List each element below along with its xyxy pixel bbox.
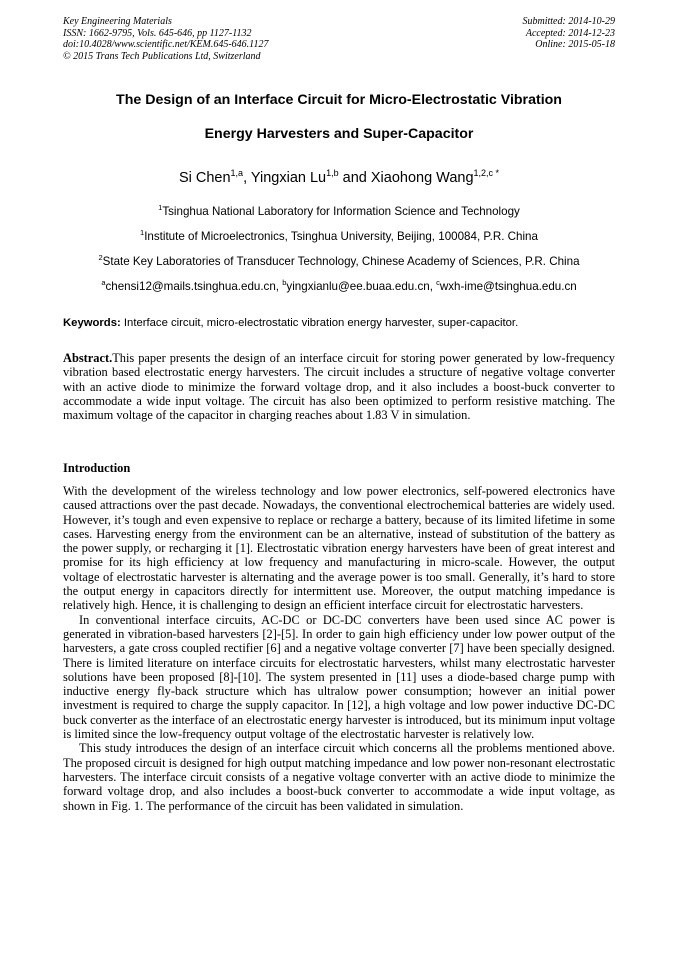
affiliation-text: Tsinghua National Laboratory for Information Science and Technology bbox=[162, 204, 520, 218]
email-marker: a bbox=[101, 278, 106, 287]
abstract bbox=[63, 351, 615, 422]
email-marker: b bbox=[282, 278, 287, 287]
author-affiliation-marker: 1,b bbox=[326, 168, 339, 178]
dates-header bbox=[523, 16, 616, 51]
journal-name: Key Engineering Materials bbox=[63, 16, 172, 27]
paper-title-line-2: Energy Harvesters and Super-Capacitor bbox=[204, 126, 474, 142]
affiliation bbox=[20, 203, 658, 218]
abstract-label: Abstract. bbox=[63, 351, 113, 365]
affiliation bbox=[20, 228, 658, 243]
online-date: Online: 2015-05-18 bbox=[535, 39, 615, 50]
author-separator: and bbox=[338, 169, 371, 186]
keywords-text: Interface circuit, micro-electrostatic vibration energy harvester, super-capacitor. bbox=[120, 317, 519, 329]
affiliation-text: State Key Laboratories of Transducer Technology, Chinese Academy of Sciences, P.R. China bbox=[102, 254, 580, 268]
keywords-label: Keywords: bbox=[63, 317, 121, 329]
introduction-body bbox=[63, 484, 615, 813]
email-marker: c bbox=[436, 278, 440, 287]
email-list bbox=[20, 278, 658, 293]
affiliation-marker: 1 bbox=[140, 228, 145, 237]
submitted-date: Submitted: 2014-10-29 bbox=[522, 16, 615, 27]
author-separator: , bbox=[243, 169, 251, 186]
author-list bbox=[30, 168, 648, 186]
email-address: chensi12@mails.tsinghua.edu.cn, bbox=[105, 279, 283, 293]
author-name: Yingxian Lu bbox=[250, 169, 327, 186]
author-affiliation-marker: 1,2,c * bbox=[473, 168, 500, 178]
email-address: wxh-ime@tsinghua.edu.cn bbox=[439, 279, 577, 293]
abstract-text: This paper presents the design of an interface circuit for storing power generated by low-frequency vibration based electrostatic energy harvesters. The circuit includes a structure of negative voltage converter with an active diode to minimize the forward voltage drop, and it also includes a boost-buck converter to accommodate a wide input voltage. The circuit has also been optimized to perform resistive matching. The maximum voltage of the capacitor in charging reaches about 1.83 V in simulation. bbox=[63, 351, 615, 423]
paragraph: With the development of the wireless technology and low power electronics, self-powered electronics have caused attractions over the past decade. Nowadays, the conventional electrochemical batteries are widely used. However, it’s tough and even expensive to replace or recharge a battery, because of its limited lifetime in some cases. Harvesting energy from the environment can be an alternative, instead of substitution of the battery as the power supply, or recharging it [1]. Electrostatic vibration energy harvesters have been of great interest and promise for its high efficiency at low frequency and manufacturing in micro-scale. However, the output voltage of electrostatic harvester is alternating and the average power is too small. Generally, it’s hard to store the output energy in capacitors directly for intermittent use. Moreover, the output matching impedance is relatively high. Hence, it is challenging to design an efficient interface circuit for electrostatic harvesters. bbox=[63, 484, 615, 613]
journal-header bbox=[63, 16, 268, 62]
keywords bbox=[63, 317, 623, 329]
affiliation bbox=[20, 253, 658, 268]
affiliation-marker: 2 bbox=[98, 253, 103, 262]
section-heading-introduction: Introduction bbox=[63, 461, 131, 475]
paper-title-line-1: The Design of an Interface Circuit for Micro-Electrostatic Vibration bbox=[116, 92, 562, 108]
email-address: yingxianlu@ee.buaa.edu.cn, bbox=[286, 279, 437, 293]
affiliation-marker: 1 bbox=[158, 203, 163, 212]
paragraph: In conventional interface circuits, AC-DC or DC-DC converters have been used since AC power is generated in vibration-based harvesters [2]-[5]. In order to gain high efficiency under low power output of the harvesters, a gate cross coupled rectifier [6] and a negative voltage converter [7] have been specially designed. There is limited literature on interface circuits for electrostatic harvesters, whilst many electrostatic harvester solutions have been proposed [8]-[10]. The system presented in [11] uses a diode-based charge pump with inductive energy fly-back structure which has ultralow power consumption; however an initial power investment is required to charge the supply capacitor. In [12], a high voltage and low power inductive DC-DC buck converter as the interface of an electrostatic energy harvester is introduced, but its minimum input voltage is limited since the low-frequency output voltage of the electrostatic harvester is relatively low. bbox=[63, 612, 616, 742]
author-affiliation-marker: 1,a bbox=[230, 168, 244, 178]
journal-copyright: © 2015 Trans Tech Publications Ltd, Switzerland bbox=[63, 50, 261, 62]
author-name: Xiaohong Wang bbox=[370, 169, 474, 186]
journal-issn: ISSN: 1662-9795, Vols. 645-646, pp 1127-1132 bbox=[63, 27, 252, 39]
accepted-date: Accepted: 2014-12-23 bbox=[525, 27, 615, 39]
affiliation-text: Institute of Microelectronics, Tsinghua University, Beijing, 100084, P.R. China bbox=[144, 229, 538, 243]
author-name: Si Chen bbox=[178, 169, 231, 186]
paragraph: This study introduces the design of an interface circuit which concerns all the problems mentioned above. The proposed circuit is designed for high output matching impedance and low power non-resonant electrostatic harvesters. The interface circuit consists of a negative voltage converter with an active diode to minimize the forward voltage drop, and also includes a boost-buck converter to accommodate a wide input voltage, as shown in Fig. 1. The performance of the circuit has been validated in simulation. bbox=[63, 741, 615, 813]
journal-doi: doi:10.4028/www.scientific.net/KEM.645-646.1127 bbox=[63, 39, 269, 50]
